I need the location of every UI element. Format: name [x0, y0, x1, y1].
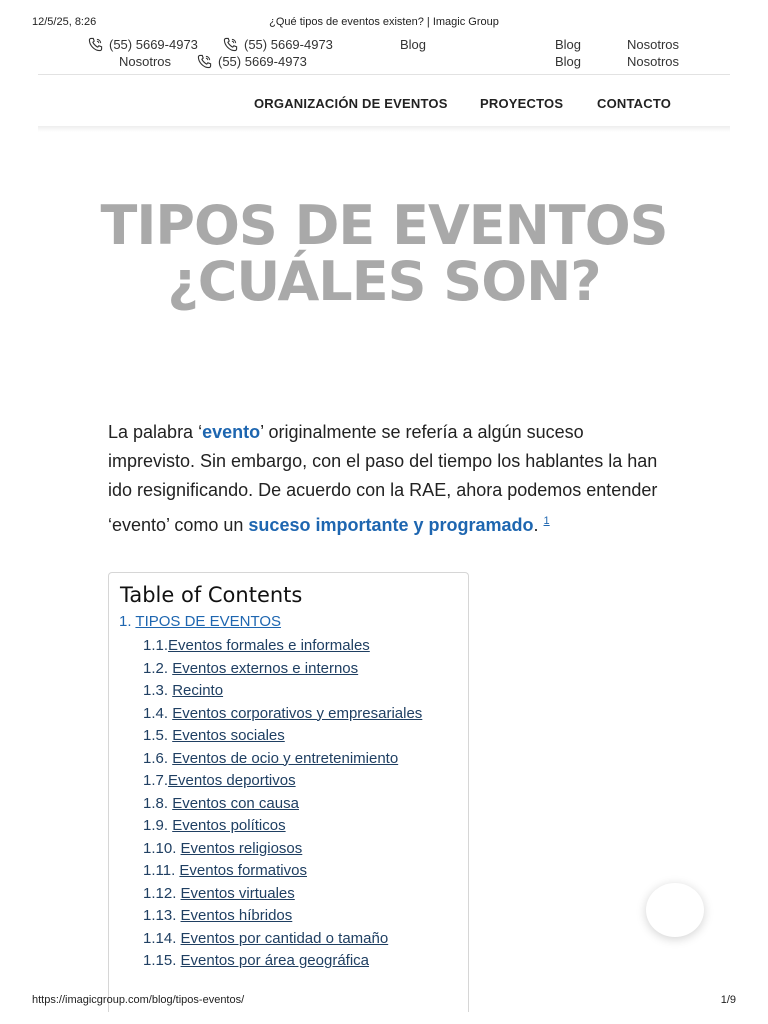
phone-number: (55) 5669-4973 [218, 54, 307, 69]
toc-item [143, 815, 422, 838]
nav-item-organizacion[interactable]: ORGANIZACIÓN DE EVENTOS [254, 96, 448, 111]
toc-main-label: TIPOS DE EVENTOS [135, 613, 282, 630]
intro-text: ’ originalmente se refería a algún suceso imprevisto. Sin embargo, con el paso del tiempo los hablantes la han ido resignificando. De acuerdo con la RAE, ahora podemos entender ‘evento’ como un [108, 422, 658, 535]
print-footer [0, 994, 768, 1008]
toc-item-num: 1.8. [143, 794, 169, 812]
toc-item-num: 1.12. [143, 884, 177, 902]
toc-item [143, 950, 422, 973]
toc-link[interactable]: Eventos formativos [179, 862, 307, 879]
toc-item-num: 1.2. [143, 659, 169, 677]
intro-emphasis-suceso: suceso importante y programado [248, 515, 534, 535]
toc-item [143, 680, 422, 703]
phone-link[interactable] [223, 37, 333, 52]
page-title-line1: TIPOS DE EVENTOS [100, 194, 668, 257]
toc-item-num: 1.9. [143, 817, 169, 834]
toc-item-num: 1.10. [143, 839, 177, 857]
print-datetime: 12/5/25, 8:26 [32, 16, 97, 28]
toc-link[interactable]: Eventos con causa [172, 794, 299, 812]
toc-item-num: 1.3. [143, 682, 169, 699]
toc-item [143, 635, 422, 658]
toc-list [143, 635, 422, 973]
toc-link[interactable]: Eventos por cantidad o tamaño [180, 929, 389, 947]
toc-link[interactable]: Recinto [172, 682, 224, 699]
toc-item [143, 725, 422, 748]
nav-item-proyectos[interactable]: PROYECTOS [480, 96, 564, 111]
toc-item-num: 1.13. [143, 907, 177, 924]
toc-item [143, 793, 422, 816]
blog-link[interactable]: Blog [555, 54, 582, 69]
phone-icon [197, 54, 212, 69]
toc-item-num: 1.1. [143, 637, 169, 654]
blog-link[interactable]: Blog [400, 37, 427, 52]
intro-emphasis-evento: evento [202, 422, 261, 442]
intro-text: La palabra ‘ [108, 422, 203, 442]
print-header [0, 16, 768, 30]
top-contact-bar [0, 37, 768, 71]
toc-item [143, 658, 422, 681]
toc-link[interactable]: Eventos políticos [172, 817, 286, 834]
phone-icon [88, 37, 103, 52]
toc-item-num: 1.4. [143, 704, 169, 722]
toc-item [143, 838, 422, 861]
print-doc-title: ¿Qué tipos de eventos existen? | Imagic Group [269, 16, 499, 28]
toc-item-num: 1.5. [143, 727, 169, 744]
toc-title: Table of Contents [120, 583, 303, 607]
nav-item-contacto[interactable]: CONTACTO [597, 96, 672, 111]
toc-item [143, 928, 422, 951]
main-nav [0, 96, 768, 114]
intro-text: . [533, 515, 539, 535]
nosotros-link[interactable]: Nosotros [627, 54, 680, 69]
toc-item [143, 703, 422, 726]
print-url: https://imagicgroup.com/blog/tipos-eventos/ [32, 994, 245, 1006]
phone-icon [223, 37, 238, 52]
toc-link[interactable]: Eventos híbridos [180, 907, 293, 924]
page-title-line2: ¿CUÁLES SON? [167, 250, 601, 313]
toc-item [143, 860, 422, 883]
nav-shadow [38, 126, 730, 132]
toc-item-num: 1.6. [143, 749, 169, 767]
header-divider [38, 74, 730, 75]
intro-paragraph [108, 418, 668, 540]
toc-link[interactable]: Eventos formales e informales [168, 637, 370, 654]
blog-link[interactable]: Blog [555, 37, 582, 52]
phone-link[interactable] [88, 37, 198, 52]
phone-number: (55) 5669-4973 [109, 37, 198, 52]
page-title [0, 194, 768, 313]
toc-item [143, 883, 422, 906]
nosotros-link[interactable]: Nosotros [119, 54, 172, 69]
footnote-link[interactable]: 1 [543, 515, 550, 527]
toc-item-num: 1.11. [143, 862, 176, 879]
toc-link[interactable]: Eventos sociales [172, 727, 285, 744]
print-page-number: 1/9 [720, 994, 736, 1006]
toc-main-num: 1. [119, 613, 132, 630]
toc-link[interactable]: Eventos externos e internos [172, 659, 359, 677]
toc-item [143, 748, 422, 771]
chat-bubble-button[interactable] [646, 883, 704, 937]
toc-link[interactable]: Eventos religiosos [180, 839, 303, 857]
nosotros-link[interactable]: Nosotros [627, 37, 680, 52]
toc-link[interactable]: Eventos de ocio y entretenimiento [172, 749, 399, 767]
toc-item-num: 1.7. [143, 772, 169, 789]
toc-main-item[interactable] [119, 613, 281, 630]
toc-link[interactable]: Eventos corporativos y empresariales [172, 704, 423, 722]
toc-item-num: 1.15. [143, 952, 177, 969]
toc-item-num: 1.14. [143, 929, 177, 947]
toc-item [143, 905, 422, 928]
toc-link[interactable]: Eventos deportivos [168, 772, 296, 789]
toc-link[interactable]: Eventos virtuales [180, 884, 295, 902]
phone-number: (55) 5669-4973 [244, 37, 333, 52]
toc-item [143, 770, 422, 793]
table-of-contents [108, 572, 469, 1012]
phone-link[interactable] [197, 54, 307, 69]
toc-link[interactable]: Eventos por área geográfica [180, 952, 369, 969]
